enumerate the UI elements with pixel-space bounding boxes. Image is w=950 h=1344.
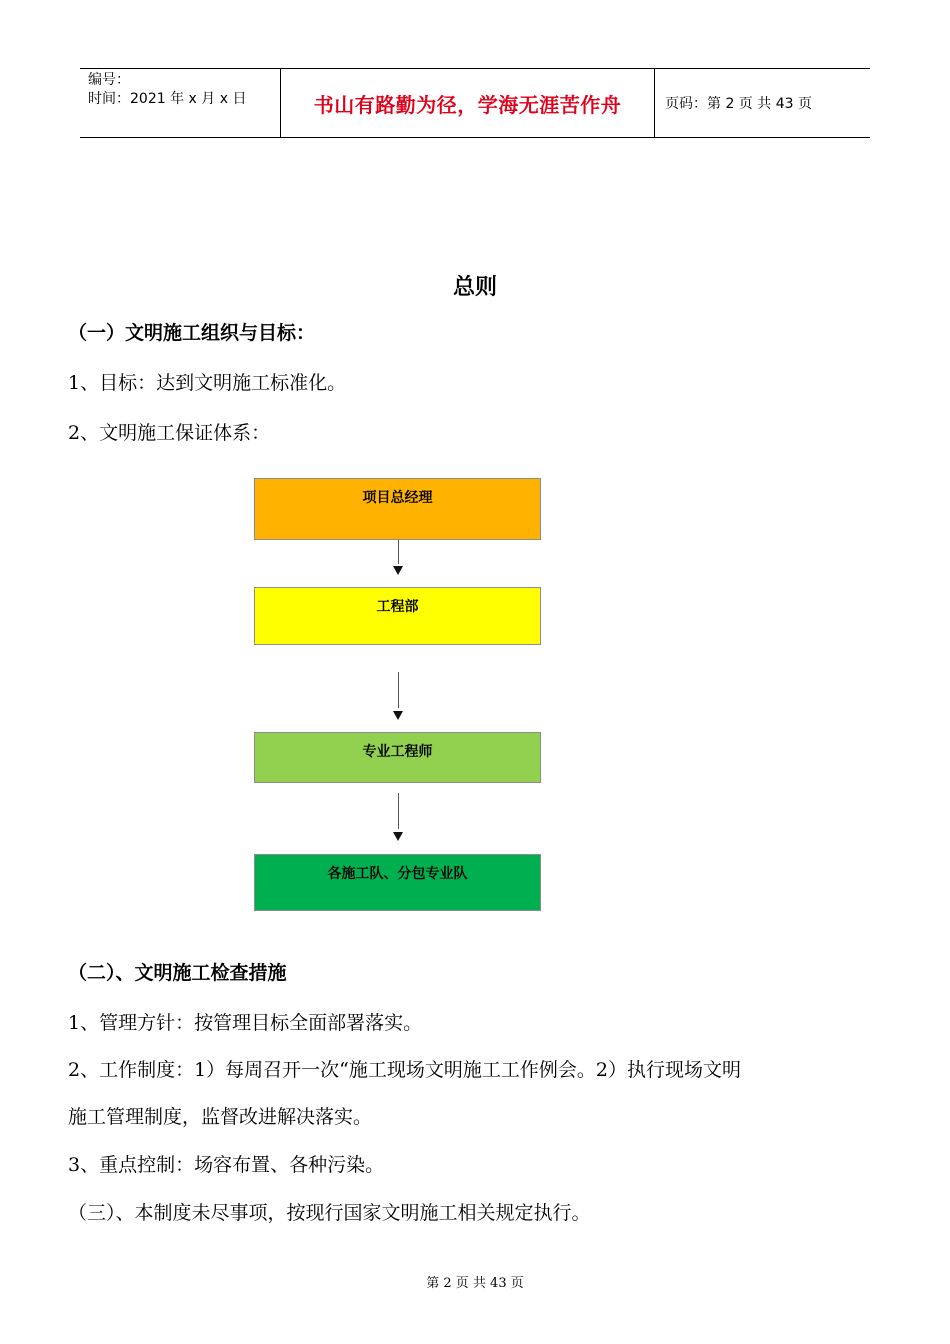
flow-box-construction-teams: 各施工队、分包专业队	[254, 854, 541, 911]
arrow-down-icon	[393, 711, 403, 720]
header-info-cell	[80, 69, 281, 137]
number-label: 编号：	[88, 72, 130, 88]
motto: 书山有路勤为径，学海无涯苦作舟	[313, 92, 622, 117]
section1-heading: （一）文明施工组织与目标：	[68, 322, 316, 344]
flow-connector	[398, 540, 399, 564]
header-table	[80, 68, 870, 138]
page-label: 页码：第 2 页 共 43 页	[665, 96, 812, 112]
section1-item2: 2、文明施工保证体系：	[68, 422, 271, 444]
document-title: 总则	[452, 275, 497, 300]
section1-item1: 1、目标：达到文明施工标准化。	[68, 372, 347, 394]
section2-item2-line1: 2、工作制度：1）每周召开一次“施工现场文明施工工作例会。2）执行现场文明	[68, 1059, 741, 1081]
section2-item3: 3、重点控制：场容布置、各种污染。	[68, 1154, 385, 1176]
section2-item2-line2: 施工管理制度，监督改进解决落实。	[68, 1106, 373, 1128]
flow-box-project-manager: 项目总经理	[254, 478, 541, 540]
header-motto-cell	[281, 69, 655, 137]
flow-connector	[398, 672, 399, 708]
page-footer: 第 2 页 共 43 页	[426, 1276, 524, 1291]
section2-heading: （二）、文明施工检查措施	[68, 962, 287, 984]
arrow-down-icon	[393, 566, 403, 575]
section3-text: （三）、本制度未尽事项，按现行国家文明施工相关规定执行。	[68, 1202, 591, 1224]
time-label: 时间：2021 年 x 月 x 日	[88, 91, 247, 107]
header-page-cell	[655, 69, 870, 137]
flow-box-engineer: 专业工程师	[254, 732, 541, 783]
arrow-down-icon	[393, 832, 403, 841]
flow-box-engineering-dept: 工程部	[254, 587, 541, 645]
section2-item1: 1、管理方针：按管理目标全面部署落实。	[68, 1012, 423, 1034]
flow-connector	[398, 793, 399, 829]
